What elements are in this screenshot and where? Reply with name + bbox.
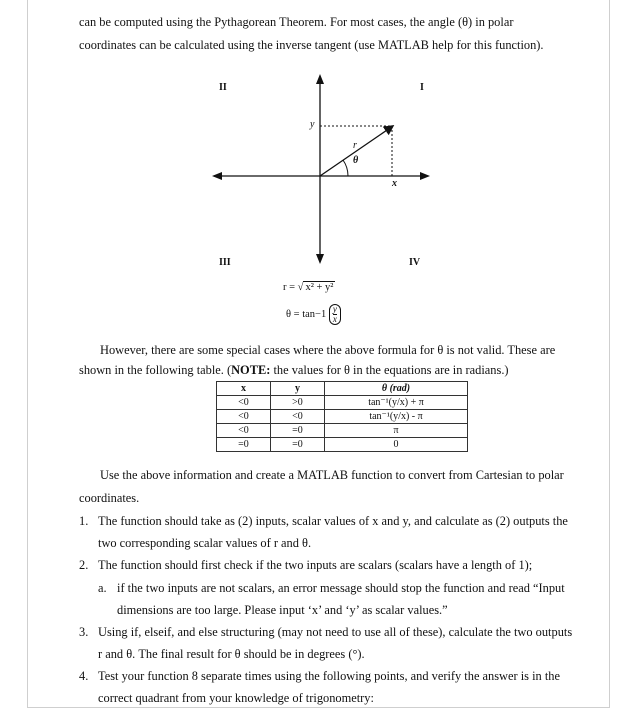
r-formula-lhs: r = [283, 282, 296, 293]
table-cell: 0 [325, 438, 468, 452]
r-vector [320, 128, 390, 176]
x-axis-left-arrow [212, 172, 222, 180]
theta-formula-lhs: θ = tan−1 [286, 308, 327, 320]
r-formula [283, 281, 335, 293]
special-cases-table [216, 381, 468, 452]
list-item-number: 1. [79, 514, 89, 528]
list-item-number: 4. [79, 669, 89, 683]
table-header-x: x [217, 382, 271, 396]
list-item-text: r and θ. The final result for θ should be in degrees (°). [98, 647, 365, 661]
list-item-number: 2. [79, 558, 89, 572]
table-cell: =0 [271, 438, 325, 452]
table-cell: =0 [217, 438, 271, 452]
polar-coordinate-diagram [0, 0, 637, 320]
theta-label: θ [353, 155, 359, 166]
table-row [217, 410, 468, 424]
theta-formula [286, 304, 341, 325]
list-item-text: two corresponding scalar values of r and θ. [98, 536, 312, 550]
table-cell: tan⁻¹(y/x) + π [325, 396, 468, 410]
list-item-text: if the two inputs are not scalars, an error message should stop the function and read “Input [117, 581, 565, 595]
quadrant-label-iii: III [219, 257, 231, 268]
list-item-text: The function should first check if the two inputs are scalars (scalars have a length of 1); [98, 558, 533, 572]
table-row [217, 396, 468, 410]
r-label: r [353, 140, 357, 151]
table-cell: π [325, 424, 468, 438]
theta-formula-fraction [329, 304, 341, 325]
intro-line-2: coordinates can be calculated using the inverse tangent (use MATLAB help for this function). [79, 38, 544, 52]
instructions-lead-2: coordinates. [79, 491, 140, 505]
special-cases-line-2-pre: shown in the following table. ( [79, 363, 232, 377]
list-item-number: a. [98, 581, 107, 595]
table-cell: <0 [217, 396, 271, 410]
quadrant-label-iv: IV [409, 257, 421, 268]
list-item-text: Test your function 8 separate times using the following points, and verify the answer is in the [98, 669, 560, 683]
x-label: x [392, 178, 397, 189]
table-row [217, 438, 468, 452]
quadrant-label-ii: II [219, 82, 227, 93]
table-header-theta: θ (rad) [325, 382, 468, 396]
list-item-text: correct quadrant from your knowledge of trigonometry: [98, 691, 374, 705]
table-cell: <0 [217, 424, 271, 438]
theta-formula-denominator: x [332, 314, 337, 324]
special-cases-line-2-post: the values for θ in the equations are in radians.) [270, 363, 509, 377]
x-axis-right-arrow [420, 172, 430, 180]
theta-formula-numerator: y [332, 304, 337, 314]
intro-line-1: can be computed using the Pythagorean Theorem. For most cases, the angle (θ) in polar [79, 15, 514, 29]
sqrt-sign: √ [297, 282, 304, 293]
theta-arc [343, 160, 348, 176]
instructions-lead-1: Use the above information and create a MATLAB function to convert from Cartesian to polar [100, 468, 564, 482]
quadrant-label-i: I [420, 82, 424, 93]
table-header-row [217, 382, 468, 396]
list-item-text: dimensions are too large. Please input ‘x’ and ‘y’ as scalar values.” [117, 603, 448, 617]
y-label: y [310, 119, 315, 130]
y-axis-up-arrow [316, 74, 324, 84]
table-cell: tan⁻¹(y/x) - π [325, 410, 468, 424]
list-item-number: 3. [79, 625, 89, 639]
list-item-text: The function should take as (2) inputs, scalar values of x and y, and calculate as (2) outputs the [98, 514, 568, 528]
list-item-text: Using if, elseif, and else structuring (may not need to use all of these), calculate the two outputs [98, 625, 573, 639]
y-axis-down-arrow [316, 254, 324, 264]
special-cases-line-2 [79, 363, 509, 378]
table-row [217, 424, 468, 438]
table-cell: =0 [271, 424, 325, 438]
table-cell: <0 [217, 410, 271, 424]
table-header-y: y [271, 382, 325, 396]
special-cases-line-1: However, there are some special cases where the above formula for θ is not valid. These are [100, 343, 556, 357]
note-label: NOTE: [231, 363, 271, 377]
table-cell: <0 [271, 410, 325, 424]
table-cell: >0 [271, 396, 325, 410]
r-formula-radicand: x² + y² [305, 282, 334, 293]
